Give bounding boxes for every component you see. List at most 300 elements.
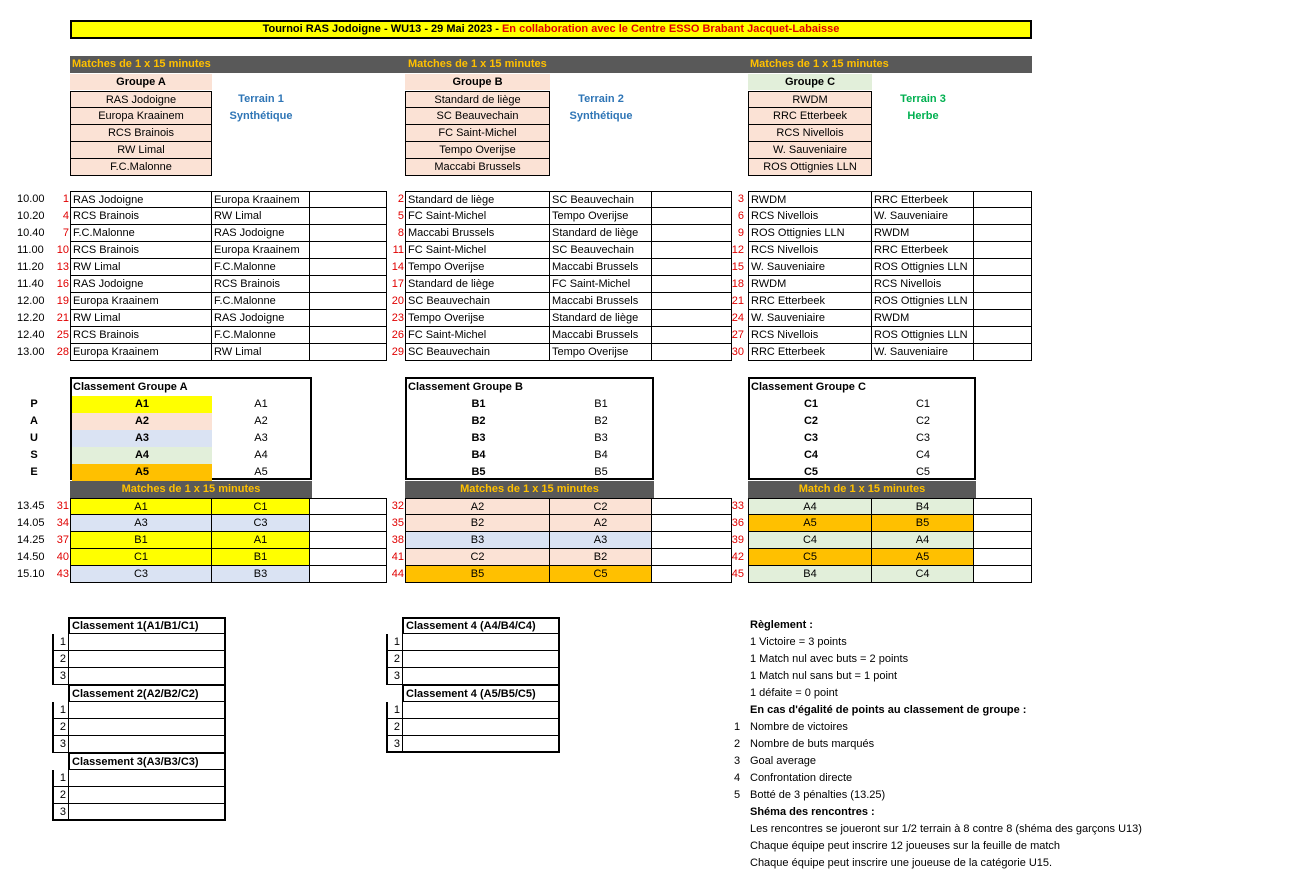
final-match-number: 45 <box>731 568 744 580</box>
final-match-number: 36 <box>731 517 744 529</box>
time-slot: 11.20 <box>17 261 44 273</box>
home-team: Maccabi Brussels <box>405 225 550 242</box>
rank-code-alt: C3 <box>915 432 931 444</box>
home-team: RAS Jodoigne <box>70 276 212 293</box>
classement-title: Classement Groupe C <box>751 381 866 393</box>
final-away: B5 <box>872 515 974 532</box>
final-rank-number: 3 <box>52 804 68 821</box>
final-home: C5 <box>748 549 872 566</box>
final-rank-number: 1 <box>52 634 68 651</box>
score-cell <box>974 293 1032 310</box>
home-team: Tempo Overijse <box>405 310 550 327</box>
group-heading: Groupe C <box>748 74 872 90</box>
final-away: A1 <box>212 532 310 549</box>
final-rank-number: 2 <box>386 651 402 668</box>
home-team: RCS Nivellois <box>748 327 872 344</box>
pause-letter: P <box>30 398 38 410</box>
final-rank-number: 1 <box>52 702 68 719</box>
score-cell <box>310 293 387 310</box>
final-away: C5 <box>550 566 652 583</box>
match-number: 10 <box>56 244 69 256</box>
final-time-slot: 14.25 <box>17 534 45 546</box>
final-match-number: 40 <box>56 551 69 563</box>
time-slot: 11.40 <box>17 278 44 290</box>
final-time-slot: 15.10 <box>17 568 45 580</box>
home-team: ROS Ottignies LLN <box>748 225 872 242</box>
final-match-number: 32 <box>391 500 404 512</box>
final-score-cell <box>974 549 1032 566</box>
terrain-label: Terrain 1 <box>238 93 284 105</box>
score-cell <box>310 242 387 259</box>
rank-code: B4 <box>471 449 486 461</box>
match-number: 30 <box>731 346 744 358</box>
final-home: C1 <box>70 549 212 566</box>
schema-line: Les rencontres se joueront sur 1/2 terrain à 8 contre 8 (shéma des garçons U13) <box>750 823 1142 835</box>
group-team: W. Sauveniaire <box>748 142 872 159</box>
rank-code: B5 <box>471 466 486 478</box>
tie-rule: 5 Botté de 3 pénalties (13.25) <box>734 789 886 801</box>
away-team: Tempo Overijse <box>550 344 652 361</box>
score-cell <box>310 310 387 327</box>
match-number: 15 <box>731 261 744 273</box>
final-rank-number: 1 <box>386 702 402 719</box>
group-team: Europa Kraainem <box>70 108 212 125</box>
title-main: Tournoi RAS Jodoigne - WU13 - 29 Mai 2023 - <box>262 23 502 35</box>
final-score-cell <box>310 532 387 549</box>
final-rank-number: 3 <box>386 736 402 753</box>
rank-code-alt: B2 <box>594 415 608 427</box>
away-team: Maccabi Brussels <box>550 259 652 276</box>
final-home: C3 <box>70 566 212 583</box>
pause-letter: S <box>30 449 38 461</box>
away-team: RCS Nivellois <box>872 276 974 293</box>
final-away: B4 <box>872 498 974 515</box>
home-team: W. Sauveniaire <box>748 259 872 276</box>
score-cell <box>974 225 1032 242</box>
home-team: RCS Brainois <box>70 242 212 259</box>
final-home: B2 <box>405 515 550 532</box>
match-number: 26 <box>391 329 404 341</box>
rank-code-alt: B1 <box>594 398 608 410</box>
rule-point: 1 Match nul avec buts = 2 points <box>750 653 909 665</box>
away-team: W. Sauveniaire <box>872 208 974 225</box>
match-number: 28 <box>56 346 69 358</box>
score-cell <box>310 344 387 361</box>
final-score-cell <box>652 549 732 566</box>
rule-point: 1 défaite = 0 point <box>750 687 838 699</box>
rank-code: A4 <box>72 447 212 464</box>
group-team: RWDM <box>748 91 872 108</box>
time-slot: 10.20 <box>17 210 45 222</box>
group-team: SC Beauvechain <box>405 108 550 125</box>
match-duration-label-a: Matches de 1 x 15 minutes <box>72 58 211 70</box>
final-rank-slot <box>402 668 560 685</box>
rank-code-alt: B4 <box>594 449 608 461</box>
time-slot: 10.00 <box>17 193 45 205</box>
match-number: 19 <box>56 295 69 307</box>
final-away: A4 <box>872 532 974 549</box>
away-team: SC Beauvechain <box>550 191 652 208</box>
away-team: RRC Etterbeek <box>872 242 974 259</box>
final-home: A5 <box>748 515 872 532</box>
match-number: 11 <box>392 244 404 256</box>
final-score-cell <box>974 566 1032 583</box>
final-box-title: Classement 4 (A4/B4/C4) <box>406 620 536 632</box>
match-duration-bar-a: Matches de 1 x 15 minutes <box>70 481 312 498</box>
rank-code: C1 <box>803 398 819 410</box>
final-match-number: 43 <box>56 568 69 580</box>
away-team: Tempo Overijse <box>550 208 652 225</box>
home-team: RRC Etterbeek <box>748 344 872 361</box>
away-team: ROS Ottignies LLN <box>872 293 974 310</box>
rank-code-alt: C1 <box>915 398 931 410</box>
pause-letter: U <box>30 432 38 444</box>
match-number: 5 <box>397 210 404 222</box>
match-number: 23 <box>391 312 404 324</box>
final-time-slot: 13.45 <box>17 500 45 512</box>
away-team: F.C.Malonne <box>212 259 310 276</box>
score-cell <box>974 310 1032 327</box>
away-team: Standard de liège <box>550 225 652 242</box>
match-number: 16 <box>56 278 69 290</box>
rank-code: C5 <box>803 466 819 478</box>
final-away: A2 <box>550 515 652 532</box>
group-team: RRC Etterbeek <box>748 108 872 125</box>
final-rank-number: 3 <box>52 668 68 685</box>
home-team: RW Limal <box>70 259 212 276</box>
group-team: RW Limal <box>70 142 212 159</box>
final-rank-number: 1 <box>52 770 68 787</box>
match-number: 12 <box>731 244 744 256</box>
final-score-cell <box>652 498 732 515</box>
group-heading: Groupe B <box>405 74 550 90</box>
final-score-cell <box>652 515 732 532</box>
home-team: Europa Kraainem <box>70 293 212 310</box>
final-rank-slot <box>68 702 226 719</box>
schema-line: Chaque équipe peut inscrire une joueuse de la catégorie U15. <box>750 857 1053 869</box>
home-team: RAS Jodoigne <box>70 191 212 208</box>
rank-code-alt: A4 <box>254 449 268 461</box>
score-cell <box>652 276 732 293</box>
away-team: Maccabi Brussels <box>550 293 652 310</box>
score-cell <box>310 225 387 242</box>
final-rank-slot <box>68 651 226 668</box>
match-number: 2 <box>397 193 404 205</box>
home-team: RCS Brainois <box>70 327 212 344</box>
score-cell <box>652 344 732 361</box>
score-cell <box>652 225 732 242</box>
final-match-number: 44 <box>391 568 404 580</box>
final-match-number: 35 <box>391 517 404 529</box>
score-cell <box>652 208 732 225</box>
final-time-slot: 14.05 <box>17 517 45 529</box>
group-heading: Groupe A <box>70 74 212 90</box>
final-time-slot: 14.50 <box>17 551 45 563</box>
away-team: RW Limal <box>212 208 310 225</box>
group-team: RCS Brainois <box>70 125 212 142</box>
final-rank-slot <box>68 668 226 685</box>
final-score-cell <box>974 515 1032 532</box>
home-team: Europa Kraainem <box>70 344 212 361</box>
score-cell <box>310 276 387 293</box>
final-score-cell <box>310 566 387 583</box>
home-team: FC Saint-Michel <box>405 242 550 259</box>
final-home: C4 <box>748 532 872 549</box>
match-number: 21 <box>56 312 69 324</box>
away-team: RAS Jodoigne <box>212 225 310 242</box>
match-duration-label-b: Matches de 1 x 15 minutes <box>408 58 547 70</box>
group-team: RAS Jodoigne <box>70 91 212 108</box>
score-cell <box>974 242 1032 259</box>
final-match-number: 38 <box>391 534 404 546</box>
away-team: F.C.Malonne <box>212 293 310 310</box>
final-away: B3 <box>212 566 310 583</box>
time-slot: 11.00 <box>17 244 44 256</box>
rank-code-alt: B3 <box>594 432 608 444</box>
final-rank-slot <box>68 634 226 651</box>
rule-point: 1 Match nul sans but = 1 point <box>750 670 898 682</box>
final-home: A2 <box>405 498 550 515</box>
away-team: ROS Ottignies LLN <box>872 259 974 276</box>
score-cell <box>974 276 1032 293</box>
group-team: Standard de liège <box>405 91 550 108</box>
group-team: RCS Nivellois <box>748 125 872 142</box>
rule-point: 1 Victoire = 3 points <box>750 636 847 648</box>
match-number: 1 <box>62 193 69 205</box>
match-number: 9 <box>737 227 744 239</box>
time-slot: 12.20 <box>17 312 45 324</box>
home-team: RCS Nivellois <box>748 242 872 259</box>
home-team: RWDM <box>748 191 872 208</box>
away-team: Standard de liège <box>550 310 652 327</box>
final-box-title: Classement 1(A1/B1/C1) <box>72 620 199 632</box>
final-away: C2 <box>550 498 652 515</box>
score-cell <box>310 259 387 276</box>
final-match-number: 41 <box>391 551 404 563</box>
rank-code-alt: A5 <box>254 466 268 478</box>
final-box-title: Classement 4 (A5/B5/C5) <box>406 688 536 700</box>
match-number: 6 <box>737 210 744 222</box>
away-team: FC Saint-Michel <box>550 276 652 293</box>
final-match-number: 39 <box>731 534 744 546</box>
final-rank-slot <box>402 719 560 736</box>
rank-code: A5 <box>72 464 212 481</box>
match-number: 24 <box>731 312 744 324</box>
home-team: Standard de liège <box>405 191 550 208</box>
time-slot: 13.00 <box>17 346 45 358</box>
match-number: 29 <box>391 346 404 358</box>
away-team: Maccabi Brussels <box>550 327 652 344</box>
rank-code-alt: C2 <box>915 415 931 427</box>
home-team: RCS Nivellois <box>748 208 872 225</box>
score-cell <box>652 191 732 208</box>
match-number: 13 <box>56 261 69 273</box>
final-away: A3 <box>550 532 652 549</box>
group-team: ROS Ottignies LLN <box>748 159 872 176</box>
match-number: 20 <box>391 295 404 307</box>
score-cell <box>974 191 1032 208</box>
final-home: A4 <box>748 498 872 515</box>
final-rank-number: 3 <box>52 736 68 753</box>
tie-rule: 4 Confrontation directe <box>734 772 853 784</box>
tie-rule: 3 Goal average <box>734 755 817 767</box>
away-team: RWDM <box>872 225 974 242</box>
final-home: B3 <box>405 532 550 549</box>
home-team: SC Beauvechain <box>405 344 550 361</box>
final-rank-slot <box>402 634 560 651</box>
final-rank-number: 2 <box>386 719 402 736</box>
final-home: A1 <box>70 498 212 515</box>
rank-code: A1 <box>72 396 212 413</box>
match-number: 21 <box>731 295 744 307</box>
classement-title: Classement Groupe A <box>73 381 188 393</box>
final-score-cell <box>310 498 387 515</box>
home-team: F.C.Malonne <box>70 225 212 242</box>
final-away: B2 <box>550 549 652 566</box>
rank-code-alt: C5 <box>915 466 931 478</box>
home-team: RRC Etterbeek <box>748 293 872 310</box>
final-score-cell <box>652 532 732 549</box>
schema-line: Chaque équipe peut inscrire 12 joueuses sur la feuille de match <box>750 840 1061 852</box>
pause-letter: E <box>30 466 38 478</box>
final-rank-slot <box>68 719 226 736</box>
away-team: Europa Kraainem <box>212 191 310 208</box>
group-team: Maccabi Brussels <box>405 159 550 176</box>
home-team: RCS Brainois <box>70 208 212 225</box>
rank-code-alt: C4 <box>915 449 931 461</box>
score-cell <box>310 191 387 208</box>
final-away: A5 <box>872 549 974 566</box>
final-box-title: Classement 3(A3/B3/C3) <box>72 756 199 768</box>
final-rank-number: 2 <box>52 651 68 668</box>
home-team: SC Beauvechain <box>405 293 550 310</box>
home-team: Standard de liège <box>405 276 550 293</box>
tie-title: En cas d'égalité de points au classement de groupe : <box>750 704 1027 716</box>
match-number: 7 <box>62 227 69 239</box>
final-score-cell <box>652 566 732 583</box>
rank-code-alt: B5 <box>594 466 608 478</box>
final-rank-number: 3 <box>386 668 402 685</box>
score-cell <box>974 327 1032 344</box>
match-number: 25 <box>56 329 69 341</box>
final-rank-slot <box>402 702 560 719</box>
final-rank-number: 2 <box>52 719 68 736</box>
match-number: 17 <box>391 278 404 290</box>
final-home: B5 <box>405 566 550 583</box>
terrain-surface: Synthétique <box>569 110 633 122</box>
match-number: 3 <box>737 193 744 205</box>
tournament-title <box>70 20 1032 39</box>
final-rank-slot <box>68 804 226 821</box>
score-cell <box>652 293 732 310</box>
score-cell <box>652 327 732 344</box>
classement-title: Classement Groupe B <box>408 381 523 393</box>
away-team: W. Sauveniaire <box>872 344 974 361</box>
final-away: C1 <box>212 498 310 515</box>
pause-letter: A <box>30 415 38 427</box>
final-home: C2 <box>405 549 550 566</box>
score-cell <box>310 327 387 344</box>
rank-code-alt: A1 <box>254 398 268 410</box>
final-rank-slot <box>68 770 226 787</box>
final-match-number: 31 <box>56 500 69 512</box>
away-team: F.C.Malonne <box>212 327 310 344</box>
final-away: C3 <box>212 515 310 532</box>
final-away: B1 <box>212 549 310 566</box>
terrain-label: Terrain 3 <box>900 93 946 105</box>
terrain-surface: Synthétique <box>229 110 293 122</box>
terrain-label: Terrain 2 <box>578 93 624 105</box>
final-score-cell <box>310 549 387 566</box>
rank-code-alt: A3 <box>254 432 268 444</box>
final-score-cell <box>310 515 387 532</box>
final-score-cell <box>974 498 1032 515</box>
match-number: 27 <box>731 329 744 341</box>
final-match-number: 42 <box>731 551 744 563</box>
final-box-title: Classement 2(A2/B2/C2) <box>72 688 199 700</box>
match-number: 18 <box>731 278 744 290</box>
away-team: Europa Kraainem <box>212 242 310 259</box>
home-team: RW Limal <box>70 310 212 327</box>
rank-code: C2 <box>803 415 819 427</box>
final-rank-number: 2 <box>52 787 68 804</box>
rank-code: C4 <box>803 449 819 461</box>
score-cell <box>652 242 732 259</box>
final-rank-slot <box>402 736 560 753</box>
title-collab: En collaboration avec le Centre ESSO Brabant Jacquet-Labaisse <box>501 23 840 35</box>
rank-code: A3 <box>72 430 212 447</box>
final-rank-slot <box>68 736 226 753</box>
terrain-surface: Herbe <box>907 110 939 122</box>
rank-code: B1 <box>471 398 486 410</box>
final-rank-slot <box>68 787 226 804</box>
home-team: Tempo Overijse <box>405 259 550 276</box>
final-rank-number: 1 <box>386 634 402 651</box>
group-team: FC Saint-Michel <box>405 125 550 142</box>
match-number: 14 <box>391 261 404 273</box>
match-duration-label-c: Matches de 1 x 15 minutes <box>750 58 889 70</box>
match-duration-bar-b: Matches de 1 x 15 minutes <box>405 481 654 498</box>
away-team: RAS Jodoigne <box>212 310 310 327</box>
final-home: A3 <box>70 515 212 532</box>
rank-code: B3 <box>471 432 486 444</box>
away-team: RCS Brainois <box>212 276 310 293</box>
tie-rule: 1 Nombre de victoires <box>734 721 848 733</box>
home-team: FC Saint-Michel <box>405 208 550 225</box>
match-duration-bar-c: Match de 1 x 15 minutes <box>748 481 976 498</box>
away-team: RW Limal <box>212 344 310 361</box>
final-match-number: 34 <box>56 517 69 529</box>
final-score-cell <box>974 532 1032 549</box>
time-slot: 12.00 <box>17 295 45 307</box>
rank-code: A2 <box>72 413 212 430</box>
home-team: FC Saint-Michel <box>405 327 550 344</box>
final-match-number: 33 <box>731 500 744 512</box>
group-team: F.C.Malonne <box>70 159 212 176</box>
score-cell <box>974 259 1032 276</box>
time-slot: 10.40 <box>17 227 45 239</box>
rank-code: B2 <box>471 415 486 427</box>
away-team: RWDM <box>872 310 974 327</box>
home-team: W. Sauveniaire <box>748 310 872 327</box>
score-cell <box>974 344 1032 361</box>
tie-rule: 2 Nombre de buts marqués <box>734 738 875 750</box>
rules-title: Règlement : <box>750 619 813 631</box>
final-rank-slot <box>402 651 560 668</box>
home-team: RWDM <box>748 276 872 293</box>
away-team: RRC Etterbeek <box>872 191 974 208</box>
score-cell <box>974 208 1032 225</box>
